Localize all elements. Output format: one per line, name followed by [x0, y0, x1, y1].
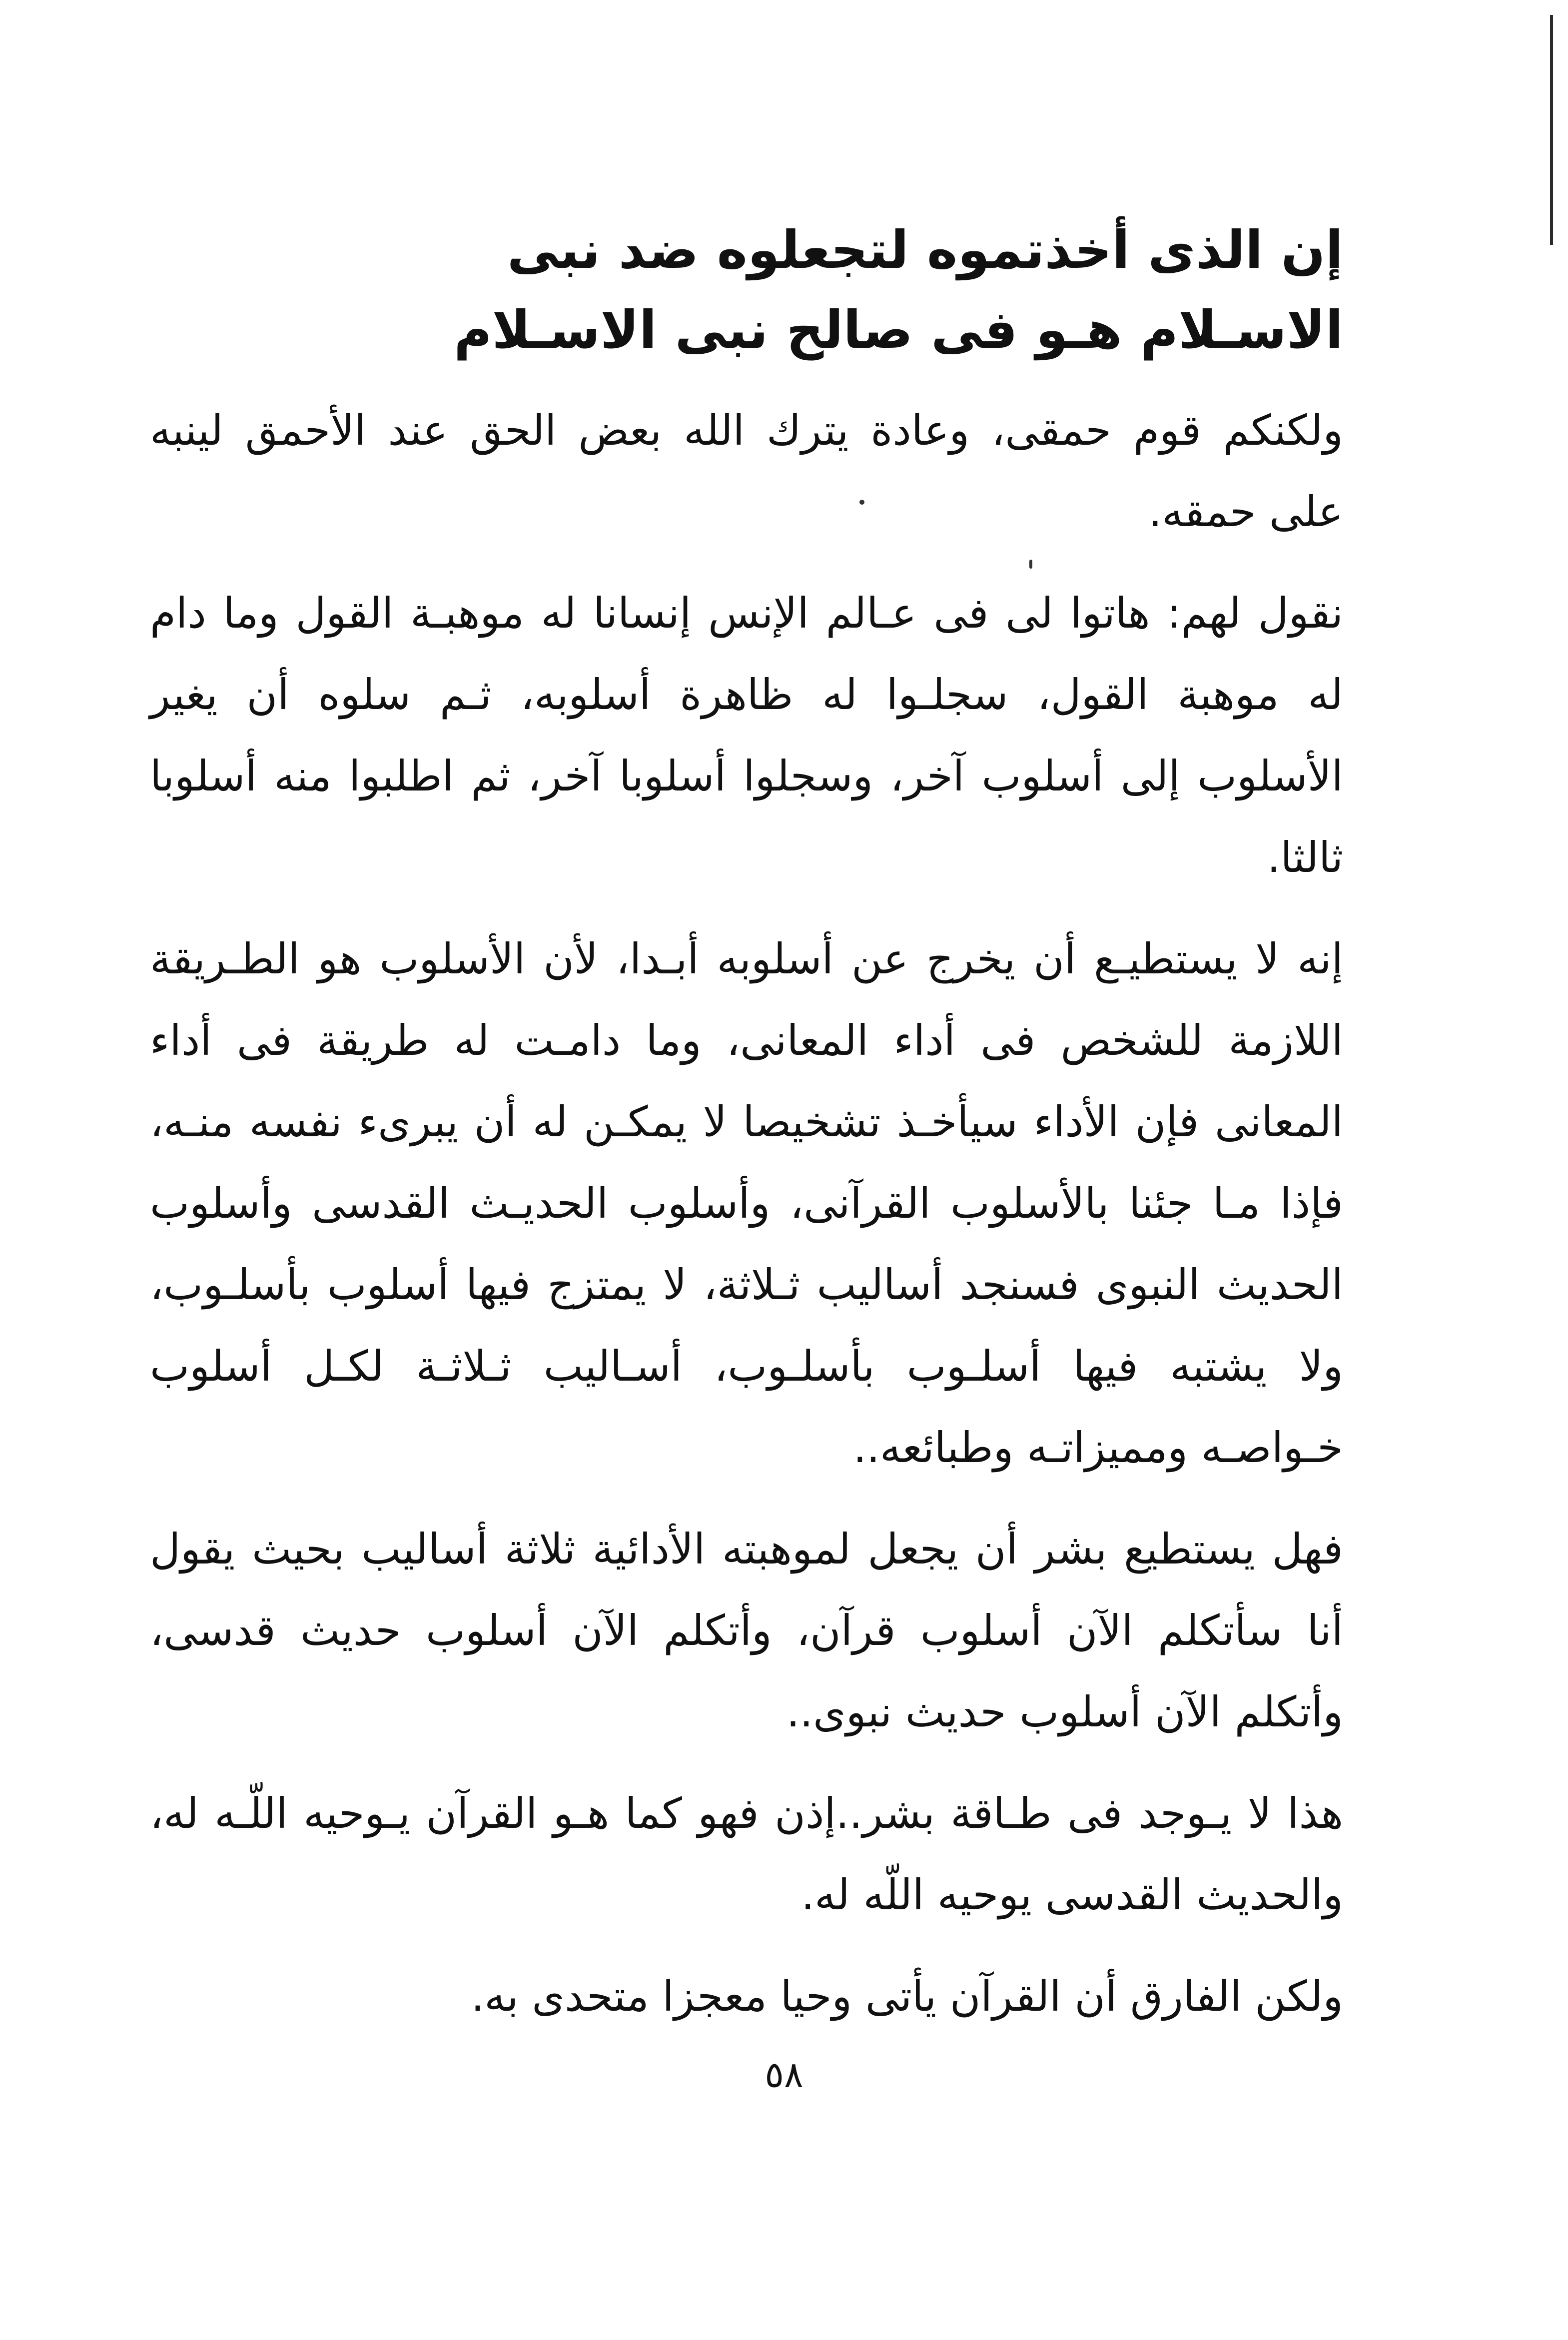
scan-edge-line — [1550, 15, 1553, 245]
paragraph-4: فهل يستطيع بشر أن يجعل لموهبته الأدائية ثلاثة أساليب بحيث يقول أنا سأتكلم الآن أسلوب قرآن، وأتكلم الآن أسلوب حديث قدسى، وأتكلم الآن أسلوب حديث نبوى.. — [150, 1525, 1343, 1736]
paragraph-1: ولكنكم قوم حمقى، وعادة يترك الله بعض الحق عند الأحمق لينبه على حمقه. — [150, 406, 1343, 536]
paragraph-3: إنه لا يستطيـع أن يخرج عن أسلوبه أبـدا، لأن الأسلوب هو الطـريقة اللازمة للشخص فى أداء المعانى، وما دامـت له طريقة فى أداء المعانى فإن الأداء سيأخـذ تشخيصا لا يمكـن له أن يبرىء نفسه منـه، فإذا مـا جئنا بالأسلوب القرآنى، وأسلوب الحديـث القدسى وأسلوب الحديث النبوى فسنجد أساليب ثـلاثة، لا يمتزج فيها أسلوب بأسلـوب، ولا يشتبه فيها أسلـوب بأسلـوب، أسـاليب ثـلاثـة لكـل أسلوب خـواصـه ومميزاتـه وطبائعه.. — [150, 934, 1343, 1472]
paragraph-6: ولكن الفارق أن القرآن يأتى وحيا معجزا متحدى به. — [471, 1972, 1343, 2021]
page-content — [150, 210, 1343, 2057]
page-number: ٥٨ — [765, 2054, 803, 2096]
paragraph-5: هذا لا يـوجد فى طـاقة بشر..إذن فهو كما هـو القرآن يـوحيه اللّـه له، والحديث القدسى يوحيه اللّه له. — [150, 1789, 1343, 1919]
heading-line-1: إن الذى أخذتموه لتجعلوه ضد نبى — [507, 219, 1343, 280]
paragraph-2: نقول لهم: هاتوا لى فى عـالم الإنس إنسانا له موهبـة القول وما دام له موهبة القول، سجلـوا له ظاهرة أسلوبه، ثـم سلوه أن يغير الأسلوب إلى أسلوب آخر، وسجلوا أسلوبا آخر، ثم اطلبوا منه أسلوبا ثالثا. — [150, 589, 1343, 882]
heading-line-2: الاسـلام هـو فى صالح نبى الاسـلام — [454, 299, 1343, 360]
section-heading — [150, 210, 1343, 370]
